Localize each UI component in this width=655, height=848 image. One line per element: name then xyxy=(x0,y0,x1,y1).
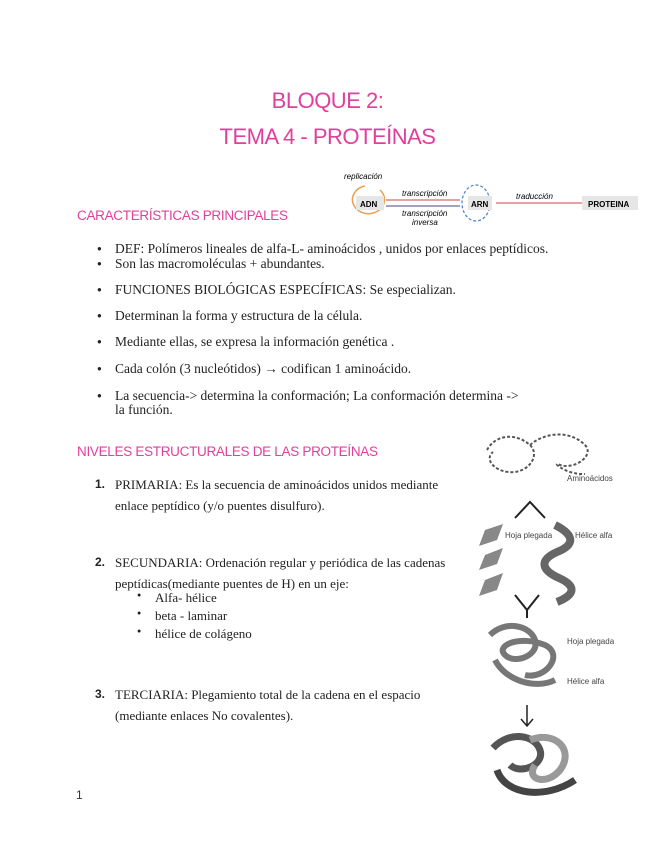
arn-label: ARN xyxy=(471,200,489,209)
page-number: 1 xyxy=(76,788,83,802)
transcripcion-inversa-label-1: transcripción xyxy=(402,209,448,218)
nivel-primaria: 1. PRIMARIA: Es la secuencia de aminoácidos unidos mediante enlace peptídico (y/o puentes disulfuro). xyxy=(95,477,439,513)
page-title-line1: BLOQUE 2: xyxy=(271,88,384,113)
protein-structure-figure xyxy=(475,430,635,805)
central-dogma-diagram xyxy=(330,168,640,230)
list-item: ● FUNCIONES BIOLÓGICAS ESPECÍFICAS: Se especializan. xyxy=(115,281,456,298)
adn-label: ADN xyxy=(360,200,378,209)
hoja-plegada-label-2: Hoja plegada xyxy=(567,637,615,646)
traduccion-label: traducción xyxy=(516,192,553,201)
transcripcion-inversa-label-2: inversa xyxy=(412,218,438,227)
helice-alfa-label: Hélice alfa xyxy=(575,531,613,540)
proteina-label: PROTEINA xyxy=(588,200,630,209)
section-heading-niveles: NIVELES ESTRUCTURALES DE LAS PROTEÍNAS xyxy=(77,444,378,459)
nivel-terciaria: 3. TERCIARIA: Plegamiento total de la cadena en el espacio (mediante enlaces No covalentes). xyxy=(95,687,421,723)
subitem-colageno: ● hélice de colágeno xyxy=(155,626,252,642)
subitem-alfa: ● Alfa- hélice xyxy=(155,590,217,606)
page-title-line2: TEMA 4 - PROTEÍNAS xyxy=(219,124,436,149)
list-item: ● Determinan la forma y estructura de la célula. xyxy=(115,307,362,324)
section-heading-caracteristicas: CARACTERÍSTICAS PRINCIPALES xyxy=(77,208,288,223)
list-item-continuation: la función. xyxy=(115,402,173,417)
replicacion-label: replicación xyxy=(344,172,383,181)
subitem-beta: ● beta - laminar xyxy=(155,608,227,624)
list-item: ● La secuencia-> determina la conformación; La conformación determina -> xyxy=(115,387,519,404)
list-item: ● Cada colón (3 nucleótidos) → codifican 1 aminoácido. xyxy=(115,360,411,377)
transcripcion-label: transcripción xyxy=(402,189,448,198)
list-item: ● DEF: Polímeros lineales de alfa-L- aminoácidos , unidos por enlaces peptídicos. xyxy=(115,240,548,257)
list-item: ● Mediante ellas, se expresa la información genética . xyxy=(115,333,394,350)
helice-alfa-label-2: Hélice alfa xyxy=(567,677,605,686)
aminoacidos-label: Aminoácidos xyxy=(567,474,613,483)
nivel-secundaria: 2. SECUNDARIA: Ordenación regular y periódica de las cadenas peptídicas(mediante puentes de H) en un eje: xyxy=(95,555,446,591)
list-item: ● Son las macromoléculas + abundantes. xyxy=(115,255,325,272)
hoja-plegada-label: Hoja plegada xyxy=(505,531,553,540)
